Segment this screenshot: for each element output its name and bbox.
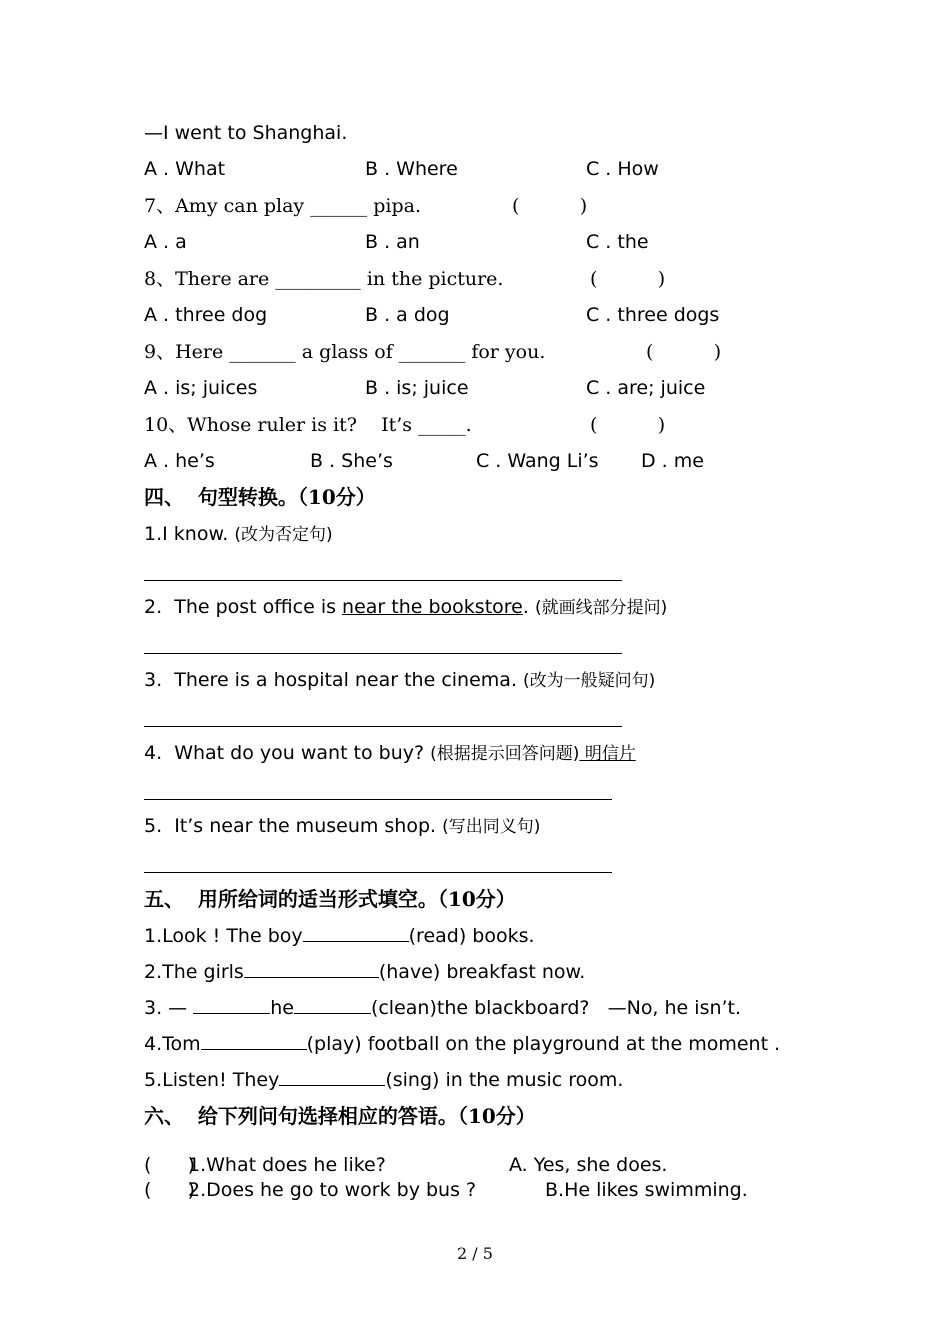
s4-answer-line-5[interactable] [144,872,612,873]
q10-answer-paren[interactable]: ( ) [590,414,666,436]
q10-option-a[interactable]: A . he’s [144,450,215,472]
s4-answer-line-2[interactable] [144,653,622,654]
q6-options [144,157,844,181]
s5-item-3: 3. — he (clean)the blackboard? —No, he isn’t. [144,997,742,1019]
q9-stem: 9、Here _______ a glass of _______ for you. [144,341,546,363]
q9-option-a[interactable]: A . is; juices [144,377,258,399]
s6-question: 1.What does he like? [188,1154,386,1176]
q6-option-a[interactable]: A . What [144,158,226,180]
q8-option-b[interactable]: B . a dog [365,304,450,326]
section4-title: 四、 句型转换。（10分） [144,485,376,509]
s5-item-1: 1.Look ! The boy (read) books. [144,925,535,947]
s5-item-5: 5.Listen! They (sing) in the music room. [144,1069,624,1091]
hint-word: 明信片 [579,744,636,764]
s4-item-4: 4. What do you want to buy? (根据提示回答问题) 明信片 [144,742,636,764]
q10-stem: 10、Whose ruler is it? It’s _____. [144,414,472,436]
section5-title: 五、 用所给词的适当形式填空。（10分） [144,887,516,911]
q7-option-a[interactable]: A . a [144,231,187,253]
s4-item-1: 1.I know. (改为否定句) [144,523,333,545]
underlined-phrase: near the bookstore [342,596,523,618]
fill-blank[interactable] [201,1031,307,1050]
q6-option-b[interactable]: B . Where [365,158,458,180]
q8-options [144,303,844,327]
s6-answer-paren[interactable]: ( ) [144,1154,196,1176]
q9-option-c[interactable]: C . are; juice [586,377,706,399]
s6-row-2 [144,1178,844,1202]
s6-question: 2.Does he go to work by bus ? [188,1179,477,1201]
q10-option-b[interactable]: B . She’s [310,450,393,472]
s4-answer-line-3[interactable] [144,726,622,727]
q7-options [144,230,844,254]
q7-option-b[interactable]: B . an [365,231,420,253]
s6-answer: A. Yes, she does. [509,1154,668,1176]
q9-option-b[interactable]: B . is; juice [365,377,469,399]
q8-stem: 8、There are _________ in the picture. [144,268,504,290]
s6-answer-paren[interactable]: ( ) [144,1179,196,1201]
q7-stem: 7、Amy can play ______ pipa. [144,195,421,217]
s4-item-3: 3. There is a hospital near the cinema. (改为一般疑问句) [144,669,656,691]
s6-row-1 [144,1153,844,1177]
fill-blank[interactable] [244,959,379,978]
fill-blank[interactable] [294,995,371,1014]
fill-blank[interactable] [303,923,409,942]
s5-item-4: 4.Tom (play) football on the playground at the moment . [144,1033,781,1055]
q6-answer-line: —I went to Shanghai. [144,122,348,144]
fill-blank[interactable] [279,1067,385,1086]
q7-option-c[interactable]: C . the [586,231,649,253]
q10-option-d[interactable]: D . me [641,450,704,472]
s4-item-5: 5. It’s near the museum shop. (写出同义句) [144,815,541,837]
q6-option-c[interactable]: C . How [586,158,659,180]
s6-answer: B.He likes swimming. [545,1179,748,1201]
q8-option-a[interactable]: A . three dog [144,304,268,326]
s4-answer-line-1[interactable] [144,580,622,581]
q7-answer-paren[interactable]: ( ) [512,195,588,217]
q9-options [144,376,844,400]
q9-answer-paren[interactable]: ( ) [646,341,722,363]
s5-item-2: 2.The girls (have) breakfast now. [144,961,586,983]
s4-answer-line-4[interactable] [144,799,612,800]
section6-title: 六、 给下列问句选择相应的答语。（10分） [144,1104,536,1128]
fill-blank[interactable] [193,995,270,1014]
q10-options [144,449,844,473]
s4-item-2: 2. The post office is near the bookstore. (就画线部分提问) [144,596,668,618]
page-number: 2 / 5 [457,1244,493,1263]
q8-option-c[interactable]: C . three dogs [586,304,720,326]
q10-option-c[interactable]: C . Wang Li’s [476,450,599,472]
q8-answer-paren[interactable]: ( ) [590,268,666,290]
